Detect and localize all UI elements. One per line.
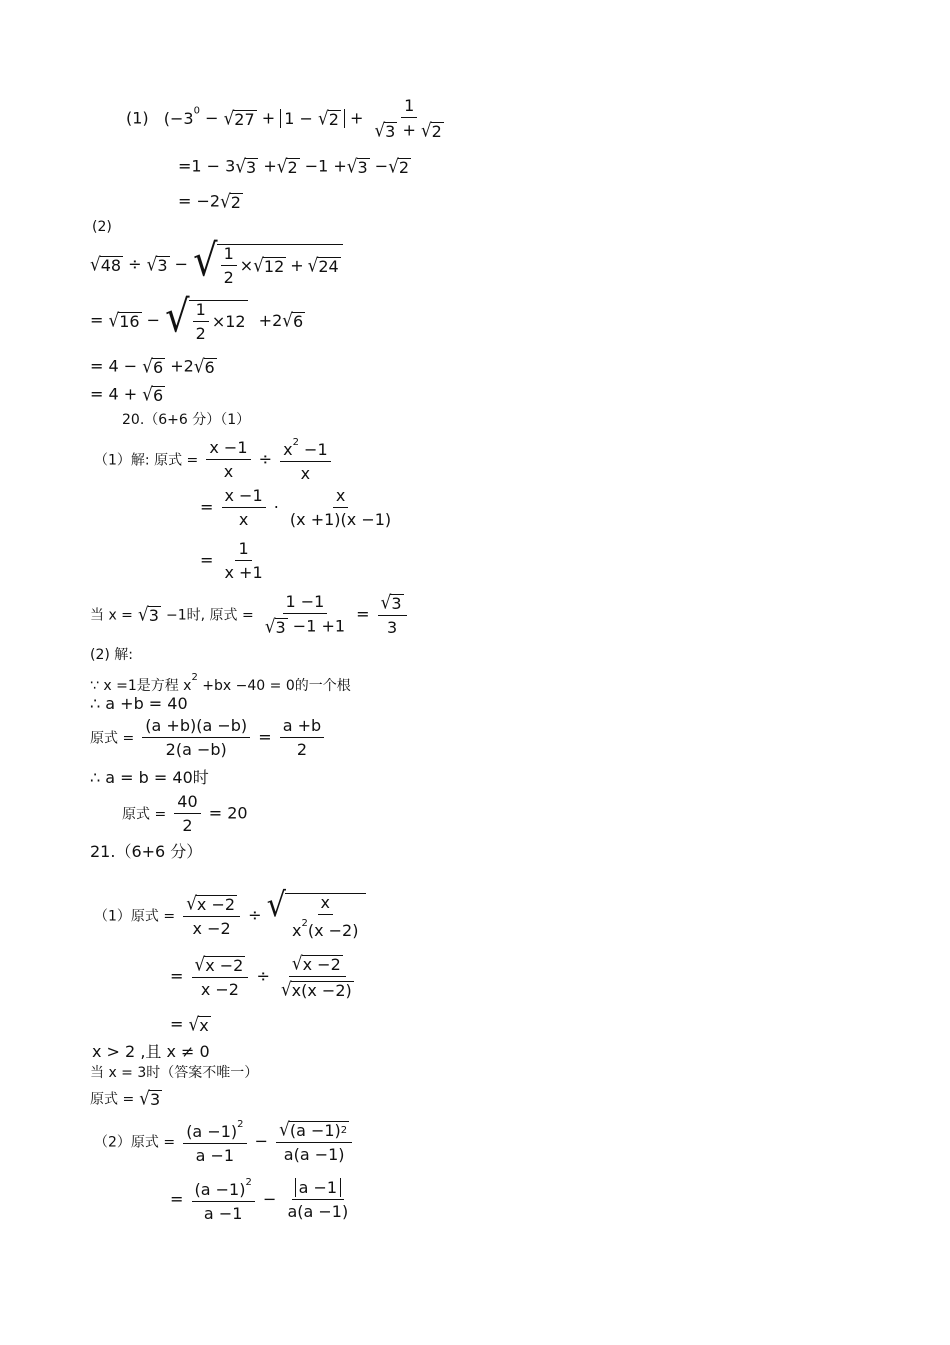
denominator: x +1 (224, 563, 263, 582)
equals: = (200, 550, 214, 570)
minus-sign: − (146, 310, 161, 330)
denominator (278, 977, 357, 999)
numerator: (a +b)(a −b) (142, 718, 250, 738)
exponent: 2 (340, 1125, 348, 1136)
op: − (374, 156, 389, 176)
denominator: a −1 (195, 1146, 235, 1165)
radicand: x(x −2) (291, 981, 352, 1000)
absolute-value: a −1 (295, 1178, 341, 1197)
q20-part-2-line-2: ∴ a +b = 40 (90, 694, 188, 713)
q21-part-2-line-2 (170, 1178, 354, 1222)
base: (a −1) (289, 1121, 341, 1140)
q20-part-2-line-5 (122, 794, 248, 834)
fraction (278, 951, 357, 1000)
q21-step-2 (170, 951, 360, 1000)
numerator (280, 438, 331, 462)
base: x (292, 921, 302, 940)
fraction (192, 1178, 255, 1222)
radicand: 6 (152, 386, 164, 405)
sqrt-24: √ 24 (307, 253, 339, 276)
sqrt-3: √ 3 (146, 252, 168, 275)
equals: = (200, 497, 214, 517)
multiply-dot: · (273, 497, 279, 517)
numerator: 40 (174, 794, 200, 814)
radicand: 3 (391, 594, 402, 613)
sqrt-3: √ 3 (138, 602, 159, 625)
divide-sign: ÷ (128, 254, 142, 274)
numerator (183, 891, 240, 917)
q20-step-2 (200, 488, 397, 528)
minus-sign: − (254, 1131, 269, 1151)
fraction (183, 1120, 246, 1164)
big-sqrt-body (217, 244, 343, 286)
numerator: a +b (280, 718, 324, 738)
fraction (192, 952, 249, 999)
numerator (276, 1117, 352, 1143)
sqrt-48: √ 48 (90, 252, 122, 275)
text-2: +bx −40 = 0的一个根 (202, 678, 351, 694)
sqrt: √ x −2 (186, 891, 236, 914)
step-text: = −2 (178, 191, 221, 211)
denominator: 3 (387, 618, 398, 637)
sqrt-3: √ 3 (139, 1086, 161, 1109)
base: (a −1) (194, 1180, 246, 1199)
problem-1-line-1 (126, 98, 450, 140)
denominator: 2 (296, 740, 308, 759)
denominator: 2 (195, 324, 206, 343)
q20-part-2-line-3 (90, 718, 327, 758)
q21-heading: 21.（6+6 分） (90, 842, 203, 861)
solution-label: （1）解: 原式 = (94, 452, 199, 469)
fraction (262, 594, 348, 636)
numerator: x (333, 488, 348, 508)
sqrt-3-radicand: 3 (385, 122, 396, 141)
radicand: 16 (119, 312, 140, 331)
numerator: 1 (221, 246, 237, 266)
text: 原式 = (90, 1091, 135, 1108)
fraction (280, 438, 331, 482)
minus-sign: − (205, 108, 219, 128)
power-exponent: 0 (193, 105, 200, 117)
numerator (289, 951, 346, 977)
q20-step-1 (94, 438, 334, 482)
sqrt-16: √ 16 (108, 308, 140, 331)
radicand: 2 (230, 193, 241, 212)
problem-2-line-3 (90, 354, 217, 377)
radicand: 6 (204, 358, 215, 377)
denominator: a −1 (203, 1204, 243, 1223)
denominator: a(a −1) (287, 1202, 349, 1221)
sqrt-27: √ 27 (223, 106, 255, 129)
q20-heading: 20.（6+6 分）（1） (122, 412, 251, 428)
sqrt: √ x −2 (291, 951, 341, 974)
divide-sign: ÷ (248, 905, 262, 925)
abs-one: 1 − (284, 108, 313, 128)
denominator: 2 (223, 268, 234, 287)
sqrt-6: √ 6 (142, 382, 164, 405)
denominator: 2 (182, 816, 193, 835)
fraction (174, 794, 200, 834)
fraction (222, 488, 266, 528)
denominator (289, 915, 361, 939)
den-plus: + (402, 120, 416, 140)
sqrt: √ x(x −2) (280, 977, 352, 1000)
solution-label: （2）原式 = (94, 1134, 176, 1151)
base: x (283, 440, 293, 459)
sqrt-3: √ 3 (380, 590, 402, 613)
radicand: 3 (157, 256, 168, 275)
sqrt: √ (a −1) 2 (279, 1117, 348, 1140)
rest: (x −2) (307, 921, 359, 940)
big-sqrt-body (189, 300, 248, 342)
numerator (292, 1180, 344, 1200)
sqrt-x: √ x (188, 1012, 209, 1035)
equals: = (90, 310, 104, 330)
radicand: x −2 (196, 895, 236, 914)
plus-sign: + (290, 256, 304, 275)
fraction (287, 488, 394, 528)
equals: = (170, 1189, 184, 1209)
power-base: (−3 (163, 108, 194, 128)
sqrt-2-den: √ 2 (420, 118, 442, 141)
fraction (378, 590, 407, 637)
problem-2-line-1 (90, 235, 343, 287)
numerator: 1 (193, 302, 209, 322)
denominator (262, 614, 348, 636)
fraction-one-over-sum (371, 98, 446, 140)
sqrt-27-radicand: 27 (234, 110, 255, 129)
fraction (289, 895, 361, 939)
equals: = (258, 727, 272, 747)
problem-1-line-3 (178, 189, 243, 212)
sqrt-3: √ 3 (374, 118, 396, 141)
q21-step-1 (94, 886, 366, 940)
q20-step-3 (200, 541, 269, 581)
problem-2-label: (2) (92, 219, 112, 235)
divide-sign: ÷ (258, 449, 272, 469)
fraction (206, 440, 250, 480)
sqrt-6: √ 6 (193, 354, 215, 377)
numerator: 1 (401, 98, 417, 118)
numerator: x (318, 895, 333, 915)
fraction (183, 891, 240, 938)
exponent: 2 (292, 437, 299, 448)
radicand: x (199, 1016, 209, 1035)
denominator: x (238, 510, 249, 529)
equals: = (356, 604, 370, 624)
fraction (222, 541, 266, 581)
equals: = (170, 1014, 184, 1034)
plus-sign: + (261, 108, 276, 128)
numerator (378, 590, 407, 616)
step-text: = 4 + (90, 384, 138, 404)
step-text: = 4 − (90, 356, 138, 376)
radicand: 3 (148, 606, 159, 625)
base: (a −1) (186, 1122, 238, 1141)
numerator (192, 952, 249, 978)
denominator: x (223, 462, 234, 481)
exponent: 2 (237, 1119, 244, 1130)
sqrt-2: √ 2 (276, 154, 298, 177)
text: 原式 = (122, 806, 167, 823)
denominator: a(a −1) (283, 1145, 345, 1164)
problem-1-line-2 (178, 154, 411, 177)
radicand: 6 (292, 312, 304, 331)
radicand (289, 1121, 349, 1139)
radicand: 2 (398, 158, 410, 177)
fraction (276, 1117, 352, 1164)
minus-sign: − (174, 254, 189, 274)
q20-part-2-label: (2) 解: (90, 647, 133, 663)
radicand: 3 (357, 158, 368, 177)
numerator: 1 (235, 541, 251, 561)
radicand: x −2 (302, 955, 341, 974)
radicand: 24 (318, 257, 339, 276)
big-sqrt: √ $\frac{x}{x^2(x -2)}$ (267, 893, 367, 939)
result: = 20 (208, 803, 248, 823)
rest: −1 +1 (292, 616, 346, 636)
radicand: 6 (152, 358, 164, 377)
text: 原式 = (90, 730, 135, 747)
q20-part-2-line-1 (90, 673, 351, 693)
sqrt-3: √ 3 (264, 614, 286, 637)
solution-label: （1）原式 = (94, 908, 176, 925)
q21-part-2-line-1 (94, 1117, 355, 1165)
denominator: x −2 (192, 919, 231, 938)
q21-step-3 (170, 1012, 211, 1035)
sqrt-3: √ 3 (346, 154, 368, 177)
fraction (142, 718, 250, 758)
denominator (371, 118, 446, 140)
q20-evaluate (90, 590, 410, 637)
sqrt-2: √ 2 (220, 189, 241, 212)
q21-when: 当 x = 3时（答案不唯一） (90, 1065, 259, 1081)
q21-condition: x > 2 ,且 x ≠ 0 (92, 1042, 210, 1061)
numerator: x −1 (206, 440, 250, 460)
radicand: 2 (287, 158, 298, 177)
problem-2-line-4 (90, 382, 165, 405)
radicand: 48 (100, 256, 122, 275)
big-sqrt: √ $\frac{1}{2}$ ×12 (165, 291, 246, 343)
plus-two: +2 (258, 310, 283, 330)
sqrt-2-den-radicand: 2 (431, 122, 442, 141)
fraction (284, 1180, 351, 1220)
big-sqrt: √ $\frac{1}{2}$ × √ 12 + √ 24 (193, 244, 343, 286)
denominator: (x +1)(x −1) (289, 510, 392, 529)
exponent: 2 (245, 1177, 252, 1188)
sqrt-12: √ 12 (253, 253, 285, 276)
denominator: x (300, 464, 311, 483)
denominator: 2(a −b) (165, 740, 227, 759)
q20-part-2-line-4: ∴ a = b = 40时 (90, 768, 209, 787)
times-sign: × (239, 256, 254, 275)
divide-sign: ÷ (256, 966, 270, 986)
radicand: 3 (275, 618, 286, 637)
sqrt-6: √ 6 (142, 354, 164, 377)
radicand: 12 (263, 257, 285, 276)
fraction (280, 718, 324, 758)
plus-sign-2: + (349, 108, 364, 128)
exponent: 2 (301, 918, 308, 929)
op: −1 + (304, 156, 347, 176)
numerator: x −1 (222, 488, 266, 508)
exponent: 2 (191, 672, 198, 683)
minus-sign: − (262, 1189, 277, 1209)
sqrt-2: √ 2 (317, 106, 339, 129)
when-text-2: −1时, 原式 = (166, 607, 254, 624)
q21-result (90, 1086, 162, 1109)
problem-2-line-2 (90, 291, 305, 343)
sqrt-2: √ 2 (388, 154, 410, 177)
op: +2 (170, 356, 194, 376)
equals: = (170, 966, 184, 986)
sqrt-6: √ 6 (282, 308, 304, 331)
numerator: 1 −1 (283, 594, 328, 614)
rest: −1 (304, 440, 328, 459)
half-fraction (193, 302, 209, 342)
radicand: x −2 (205, 956, 244, 975)
times-twelve: ×12 (211, 312, 246, 331)
big-sqrt-body (285, 893, 366, 939)
sqrt-3: √ 3 (235, 154, 257, 177)
text: ∵ x =1是方程 x (90, 678, 192, 694)
when-text: 当 x = (90, 607, 133, 624)
absolute-value (280, 106, 345, 129)
op: + (263, 156, 277, 176)
numerator (192, 1178, 255, 1202)
problem-1-label: (1) (126, 108, 149, 128)
half-fraction (221, 246, 237, 286)
step-text: =1 − 3 (178, 156, 236, 176)
radicand: 3 (149, 1090, 161, 1109)
sqrt-2-radicand: 2 (328, 110, 339, 129)
sqrt: √ x −2 (194, 952, 244, 975)
radicand: 3 (246, 158, 257, 177)
denominator: x −2 (200, 980, 239, 999)
numerator (183, 1120, 246, 1144)
